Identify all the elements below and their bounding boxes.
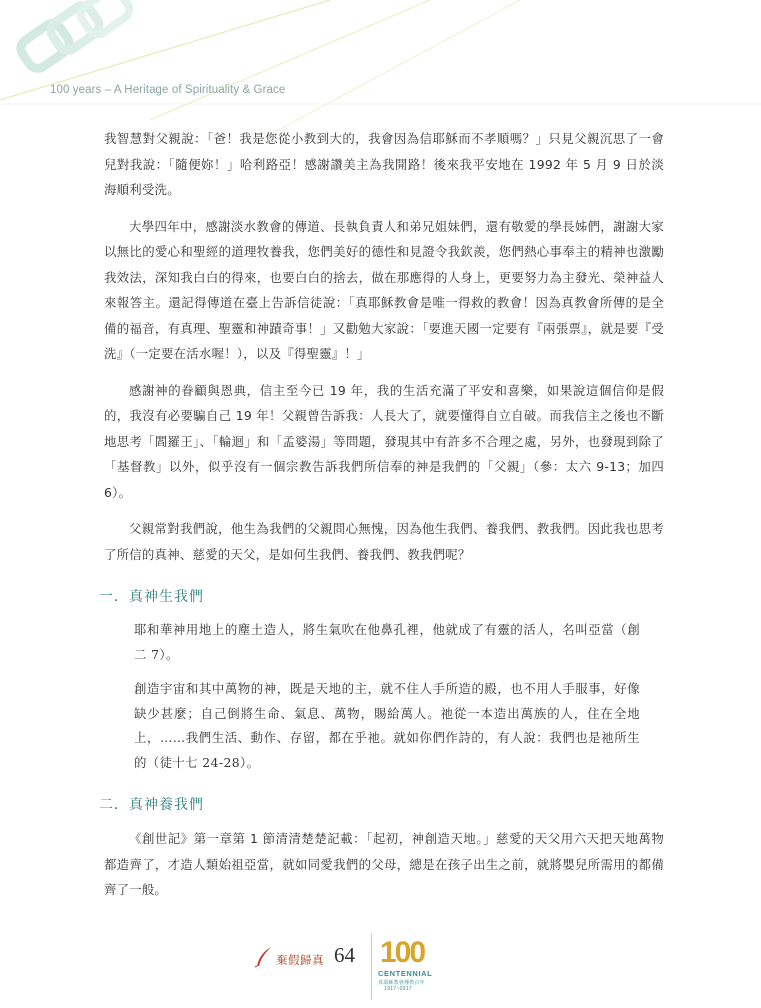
logo-number: 100 bbox=[380, 936, 425, 969]
centennial-watermark-icon bbox=[17, 0, 133, 72]
scripture-quote-2: 創造宇宙和其中萬物的神，既是天地的主，就不住人手所造的殿，也不用人手服事，好像缺少甚麼；自己倒將生命、氣息、萬物，賜給萬人。祂從一本造出萬族的人，住在全地上，……我們生活、動作、存留，都在乎祂。就如你們作詩的，有人說：我們也是祂所生的（徒十七 24-28）。 bbox=[134, 681, 640, 770]
article-body bbox=[99, 126, 664, 914]
section-heading-1: 一．真神生我們 bbox=[99, 589, 204, 605]
footer-divider bbox=[371, 934, 372, 1000]
paragraph-4: 父親常對我們說，他生為我們的父親問心無愧，因為他生我們、養我們、教我們。因此我也思考了所信的真神、慈愛的天父，是如何生我們、養我們、教我們呢？ bbox=[104, 521, 664, 562]
header-tagline: 100 years – A Heritage of Spirituality & Grace bbox=[50, 84, 286, 96]
scripture-quote-1: 耶和華神用地上的塵土造人，將生氣吹在他鼻孔裡，他就成了有靈的活人，名叫亞當（創二 7）。 bbox=[134, 622, 640, 662]
logo-word: CENTENNIAL bbox=[378, 969, 433, 978]
header-decoration bbox=[0, 0, 761, 140]
section-heading-2: 二．真神養我們 bbox=[99, 797, 204, 813]
paragraph-5: 《創世記》第一章第 1 節清清楚楚記載：「起初，神創造天地。」慈愛的天父用六天把天地萬物都造齊了，才造人類始祖亞當，就如同愛我們的父母，總是在孩子出生之前，就將嬰兒所需用的都備齊了一般。 bbox=[104, 831, 664, 897]
paragraph-1: 我智慧對父親說：「爸！我是您從小教到大的，我會因為信耶穌而不孝順嗎？」只見父親沉思了一會兒對我說：「隨便妳！」哈利路亞！感謝讚美主為我開路！後來我平安地在 1992 年 5 月 9 日於淡海順利受洗。 bbox=[104, 131, 664, 197]
paragraph-2: 大學四年中，感謝淡水教會的傳道、長執負責人和弟兄姐妹們，還有敬愛的學長姊們，謝謝大家以無比的愛心和聖經的道理牧養我，您們美好的德性和見證令我欽羨，您們熱心事奉主的精神也激勵我效法，深知我白白的得來，也要白白的捨去，做在那應得的人身上，更要努力為主發光、榮神益人來報答主。還記得傳道在臺上告訴信徒說：「真耶穌教會是唯一得救的教會！因為真教會所傳的是全備的福音，有真理、聖靈和神蹟奇事！」又勸勉大家說：「要進天國一定要有『兩張票』，就是要『受洗』（一定要在活水喔！），以及『得聖靈』！」 bbox=[104, 218, 664, 361]
quill-icon bbox=[254, 946, 274, 968]
logo-years: 1917~2017 bbox=[384, 986, 412, 992]
paragraph-3: 感謝神的眷顧與恩典，信主至今已 19 年，我的生活充滿了平安和喜樂，如果說這個信仰是假的，我沒有必要騙自己 19 年！父親曾告訴我：人長大了，就要懂得自立自破。而我信主之後也不斷地思考「閻羅王」、「輪迴」和「孟婆湯」等問題，發現其中有許多不合理之處，另外，也發現到除了「基督教」以外，似乎沒有一個宗教告訴我們所信奉的神是我們的「父親」（參：太六 9-13；加四 6）。 bbox=[104, 382, 664, 500]
centennial-logo bbox=[378, 936, 458, 1000]
logo-subtitle: 真耶穌教會傳教百年 bbox=[378, 980, 425, 986]
publication-title: 棄假歸真 bbox=[276, 953, 324, 967]
page-number: 64 bbox=[334, 943, 355, 967]
